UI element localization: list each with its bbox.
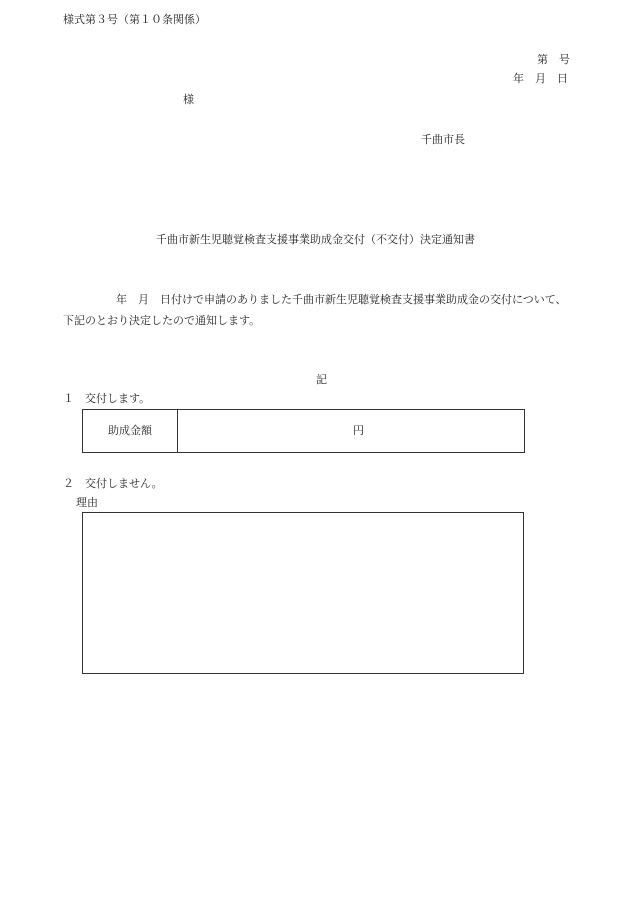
grant-amount-unit: 円 <box>353 424 364 437</box>
section-1-heading: １ 交付します。 <box>63 392 151 405</box>
grant-amount-label: 助成金額 <box>108 424 152 437</box>
grant-amount-table <box>82 409 525 453</box>
body-line-1: 年 月 日付けで申請のありました千曲市新生児聴覚検査支援事業助成金の交付について、 <box>116 293 567 306</box>
body-line-2: 下記のとおり決定したので通知します。 <box>63 314 261 327</box>
sender-name: 千曲市長 <box>421 133 465 146</box>
document-number: 第 号 <box>537 53 570 66</box>
document-title: 千曲市新生児聴覚検査支援事業助成金交付（不交付）決定通知書 <box>156 233 475 246</box>
section-2-heading: ２ 交付しません。 <box>63 477 163 490</box>
issue-date: 年 月 日 <box>513 72 568 85</box>
form-number: 様式第３号（第１０条関係） <box>63 13 206 26</box>
table-divider <box>177 410 178 452</box>
reason-label: 理由 <box>76 496 98 509</box>
reason-box <box>82 512 524 674</box>
ki-heading: 記 <box>316 373 327 386</box>
addressee-honorific: 様 <box>183 93 194 106</box>
